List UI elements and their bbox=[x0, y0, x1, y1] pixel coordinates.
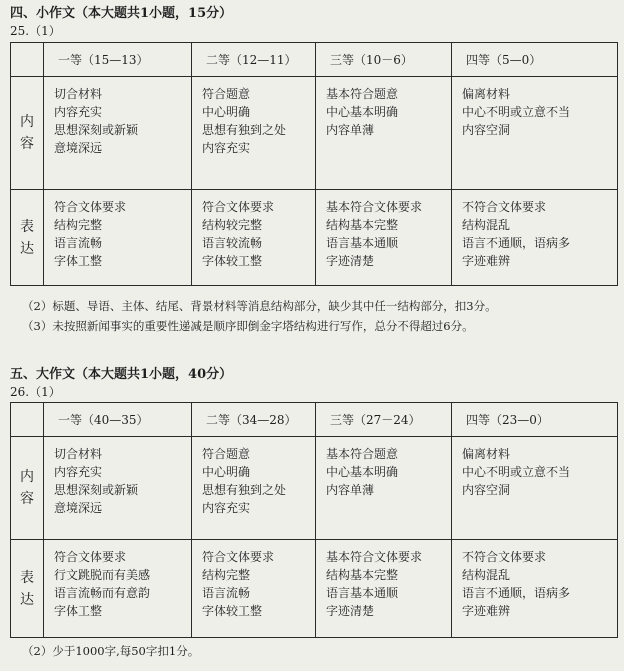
expression-grade-3: 基本符合文体要求 结构基本完整 语言基本通顺 字迹清楚 bbox=[316, 190, 452, 286]
section5-title: 五、大作文（本大题共1小题，40分） bbox=[10, 367, 233, 382]
grade-header-2: 二等（34—28） bbox=[192, 403, 316, 437]
grade-header-3: 三等（10－6） bbox=[316, 43, 452, 77]
expression-grade-3: 基本符合文体要求 结构基本完整 语言基本通顺 字迹清楚 bbox=[316, 540, 452, 638]
content-grade-1: 切合材料 内容充实 思想深刻或新颖 意境深远 bbox=[44, 77, 192, 190]
grade-header-3: 三等（27－24） bbox=[316, 403, 452, 437]
content-grade-4: 偏离材料 中心不明或立意不当 内容空洞 bbox=[452, 77, 618, 190]
grade-header-2: 二等（12—11） bbox=[192, 43, 316, 77]
expression-grade-1: 符合文体要求 结构完整 语言流畅 字体工整 bbox=[44, 190, 192, 286]
expression-grade-4: 不符合文体要求 结构混乱 语言不通顺，语病多 字迹难辨 bbox=[452, 190, 618, 286]
row-label-expression: 表 达 bbox=[11, 540, 44, 638]
grade-header-4: 四等（23—0） bbox=[452, 403, 618, 437]
grade-header-1: 一等（40—35） bbox=[44, 403, 192, 437]
row-label-content: 内 容 bbox=[11, 77, 44, 190]
content-grade-2: 符合题意 中心明确 思想有独到之处 内容充实 bbox=[192, 437, 316, 540]
section5-grading-table bbox=[10, 402, 618, 638]
section4-note-2: （2）标题、导语、主体、结尾、背景材料等消息结构部分，缺少其中任一结构部分，扣3分。 bbox=[22, 299, 497, 313]
content-grade-3: 基本符合题意 中心基本明确 内容单薄 bbox=[316, 437, 452, 540]
content-grade-3: 基本符合题意 中心基本明确 内容单薄 bbox=[316, 77, 452, 190]
table-corner bbox=[11, 403, 44, 437]
table-corner bbox=[11, 43, 44, 77]
expression-grade-1: 符合文体要求 行文跳脱而有美感 语言流畅而有意韵 字体工整 bbox=[44, 540, 192, 638]
content-grade-1: 切合材料 内容充实 思想深刻或新颖 意境深远 bbox=[44, 437, 192, 540]
section4-title: 四、小作文（本大题共1小题，15分） bbox=[10, 6, 233, 21]
section4-grading-table bbox=[10, 42, 618, 286]
expression-grade-2: 符合文体要求 结构较完整 语言较流畅 字体较工整 bbox=[192, 190, 316, 286]
grade-header-4: 四等（5—0） bbox=[452, 43, 618, 77]
row-label-content: 内 容 bbox=[11, 437, 44, 540]
expression-grade-4: 不符合文体要求 结构混乱 语言不通顺，语病多 字迹难辨 bbox=[452, 540, 618, 638]
section4-question: 25.（1） bbox=[10, 24, 61, 38]
section4-note-3: （3）未按照新闻事实的重要性递减是顺序即倒金字塔结构进行写作，总分不得超过6分。 bbox=[22, 319, 474, 333]
section5-question: 26.（1） bbox=[10, 385, 61, 399]
row-label-expression: 表 达 bbox=[11, 190, 44, 286]
expression-grade-2: 符合文体要求 结构完整 语言流畅 字体较工整 bbox=[192, 540, 316, 638]
content-grade-4: 偏离材料 中心不明或立意不当 内容空洞 bbox=[452, 437, 618, 540]
grade-header-1: 一等（15—13） bbox=[44, 43, 192, 77]
section5-note-2: （2）少于1000字,每50字扣1分。 bbox=[22, 644, 200, 658]
content-grade-2: 符合题意 中心明确 思想有独到之处 内容充实 bbox=[192, 77, 316, 190]
